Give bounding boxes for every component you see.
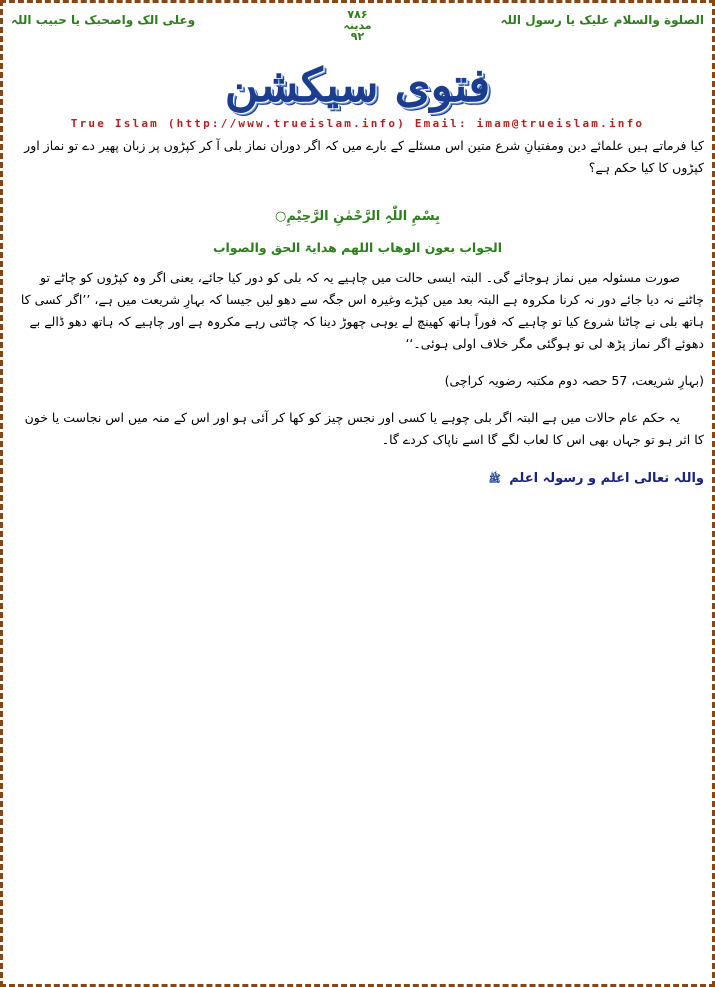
closing-line <box>489 471 704 487</box>
honorific-seal-icon: ﷺ <box>488 474 501 485</box>
bismillah: بِسْمِ اللّٰہِ الرَّحْمٰنِ الرَّحِیْمِ○ <box>275 209 440 224</box>
salutation-right: الصلوة والسلام علیک یا رسول اللہ <box>500 13 704 27</box>
madina-count: ۹۲ <box>350 30 365 43</box>
salutation-header <box>9 9 706 45</box>
answer-heading: الجواب بعون الوھاب اللھم ھدایۃ الحق والصواب <box>212 240 503 255</box>
answer-text: صورت مسئولہ میں نماز ہوجائے گی۔ البتہ ایسی حالت میں چاہیے یہ کہ بلی کو دور کیا جائے، یعنی اگر وہ کپڑوں کو چاٹے تو چاٹنے نہ دیا جائے دور نہ کرنا مکروہ ہے البتہ بعد میں کپڑے وغیرہ اس جگہ سے دھو لیں جیسا کہ بہارِ شریعت میں ہے، ’’اگر کسی کا ہاتھ بلی نے چاٹنا شروع کیا تو چاہیے کہ فوراً ہاتھ کھینچ لے یوہی چھوڑ دینا کہ چاٹتی رہے مکروہ ہے اور چاہیے کہ ہاتھ دھو ڈالے بے دھوئے اگر نماز پڑھ لی تو ہوگئی مگر خلاف اولی ہوئی۔‘‘ <box>20 270 704 351</box>
site-banner: True Islam (http://www.trueislam.info) Email: imam@trueislam.info <box>70 117 645 130</box>
reference-citation: (بہارِ شریعت، 57 حصہ دوم مکتبہ رضویہ کراچی) <box>444 373 704 388</box>
question-text: کیا فرماتے ہیں علمائے دین ومفتیانِ شرع متین اس مسئلے کے بارے میں کہ اگر دوران نماز بلی آ کر کپڑوں پر زبان پھیر دے تو نماز اور کپڑوں کا کیا حکم ہے؟ <box>24 138 704 175</box>
salutation-left: وعلی الک واصحبک یا حبیب اللہ <box>11 13 196 27</box>
page-title: فتوی سیکشن <box>224 58 491 112</box>
madina-word: مدینہ <box>343 19 372 32</box>
ruling-text: یہ حکم عام حالات میں ہے البتہ اگر بلی چوہے یا کسی اور نجس چیز کو کھا کر آئی ہو اور اس کے منہ میں اس نجاست یا خون کا اثر ہو تو جہاں بھی اس کا لعاب لگے گا اسے ناپاک کردے گا۔ <box>24 410 704 447</box>
closing-text: واللہ تعالی اعلم و رسولہ اعلم <box>509 471 704 486</box>
madina-emblem <box>343 9 371 42</box>
madina-number: ۷۸۶ <box>347 8 368 21</box>
